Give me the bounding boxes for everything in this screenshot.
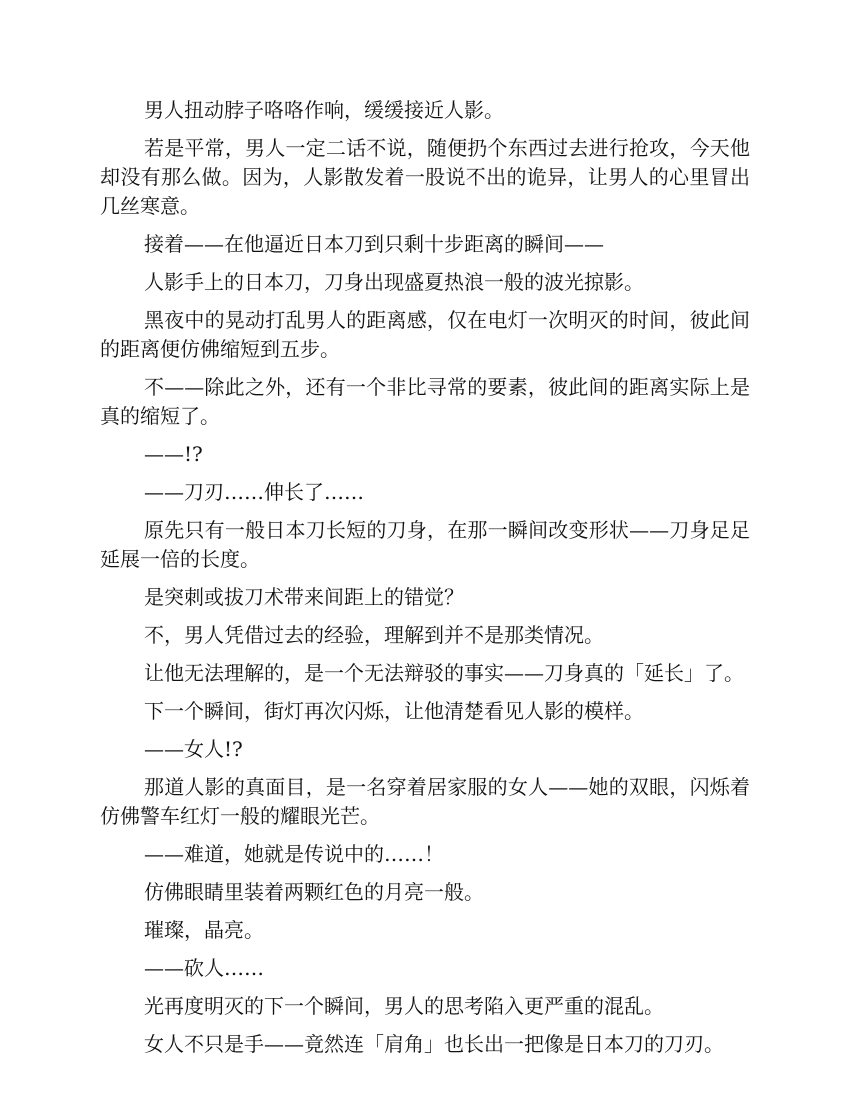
paragraph: ——女人!? xyxy=(144,737,243,761)
paragraph: 人影手上的日本刀，刀身出现盛夏热浪一般的波光掠影。 xyxy=(144,270,644,294)
paragraph: 仿佛眼睛里装着两颗红色的月亮一般。 xyxy=(144,880,484,904)
paragraph: ——刀刃……伸长了…… xyxy=(144,480,364,504)
paragraph: 光再度明灭的下一个瞬间，男人的思考陷入更严重的混乱。 xyxy=(144,994,664,1018)
paragraph: 那道人影的真面目，是一名穿着居家服的女人——她的双眼，闪烁着仿佛警车红灯一般的耀眼光芒。 xyxy=(100,775,750,828)
paragraph: 让他无法理解的，是一个无法辩驳的事实——刀身真的「延长」了。 xyxy=(144,661,744,685)
paragraph: 是突刺或拔刀术带来间距上的错觉？ xyxy=(144,585,464,609)
paragraph: ——!? xyxy=(144,442,203,466)
document-page xyxy=(100,96,750,1068)
paragraph: 女人不只是手——竟然连「肩角」也长出一把像是日本刀的刀刃。 xyxy=(144,1032,724,1056)
paragraph: 下一个瞬间，街灯再次闪烁，让他清楚看见人影的模样。 xyxy=(144,699,644,723)
paragraph: 接着——在他逼近日本刀到只剩十步距离的瞬间—— xyxy=(144,232,604,256)
paragraph: ——砍人…… xyxy=(144,956,264,980)
paragraph: 若是平常，男人一定二话不说，随便扔个东西过去进行抢攻，今天他却没有那么做。因为，人影散发着一股说不出的诡异，让男人的心里冒出几丝寒意。 xyxy=(100,136,750,218)
paragraph: 璀璨，晶亮。 xyxy=(144,918,264,942)
paragraph: 原先只有一般日本刀长短的刀身，在那一瞬间改变形状——刀身足足延展一倍的长度。 xyxy=(100,518,750,571)
paragraph: ——难道，她就是传说中的……！ xyxy=(144,842,444,866)
paragraph: 不——除此之外，还有一个非比寻常的要素，彼此间的距离实际上是真的缩短了。 xyxy=(100,375,750,428)
paragraph: 不，男人凭借过去的经验，理解到并不是那类情况。 xyxy=(144,623,604,647)
paragraph: 黑夜中的晃动打乱男人的距离感，仅在电灯一次明灭的时间，彼此间的距离便仿佛缩短到五步。 xyxy=(100,308,750,361)
paragraph: 男人扭动脖子咯咯作响，缓缓接近人影。 xyxy=(144,98,504,122)
